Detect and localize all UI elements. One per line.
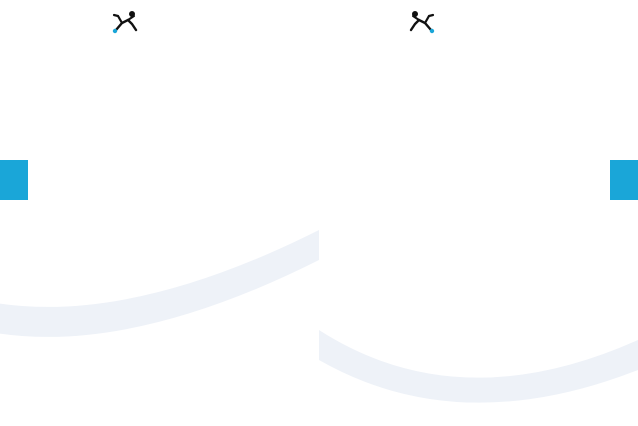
- sepak-takraw-player-icon: [409, 10, 435, 34]
- page-header: [112, 10, 142, 34]
- right-page-content: [359, 54, 617, 60]
- left-page-content: [40, 40, 288, 50]
- page-number-left: [0, 160, 28, 200]
- page-header: [405, 10, 435, 34]
- page-number-right: [610, 160, 638, 200]
- decorative-swoosh: [319, 0, 638, 426]
- right-page: [319, 0, 638, 426]
- sepak-takraw-player-icon: [112, 10, 138, 34]
